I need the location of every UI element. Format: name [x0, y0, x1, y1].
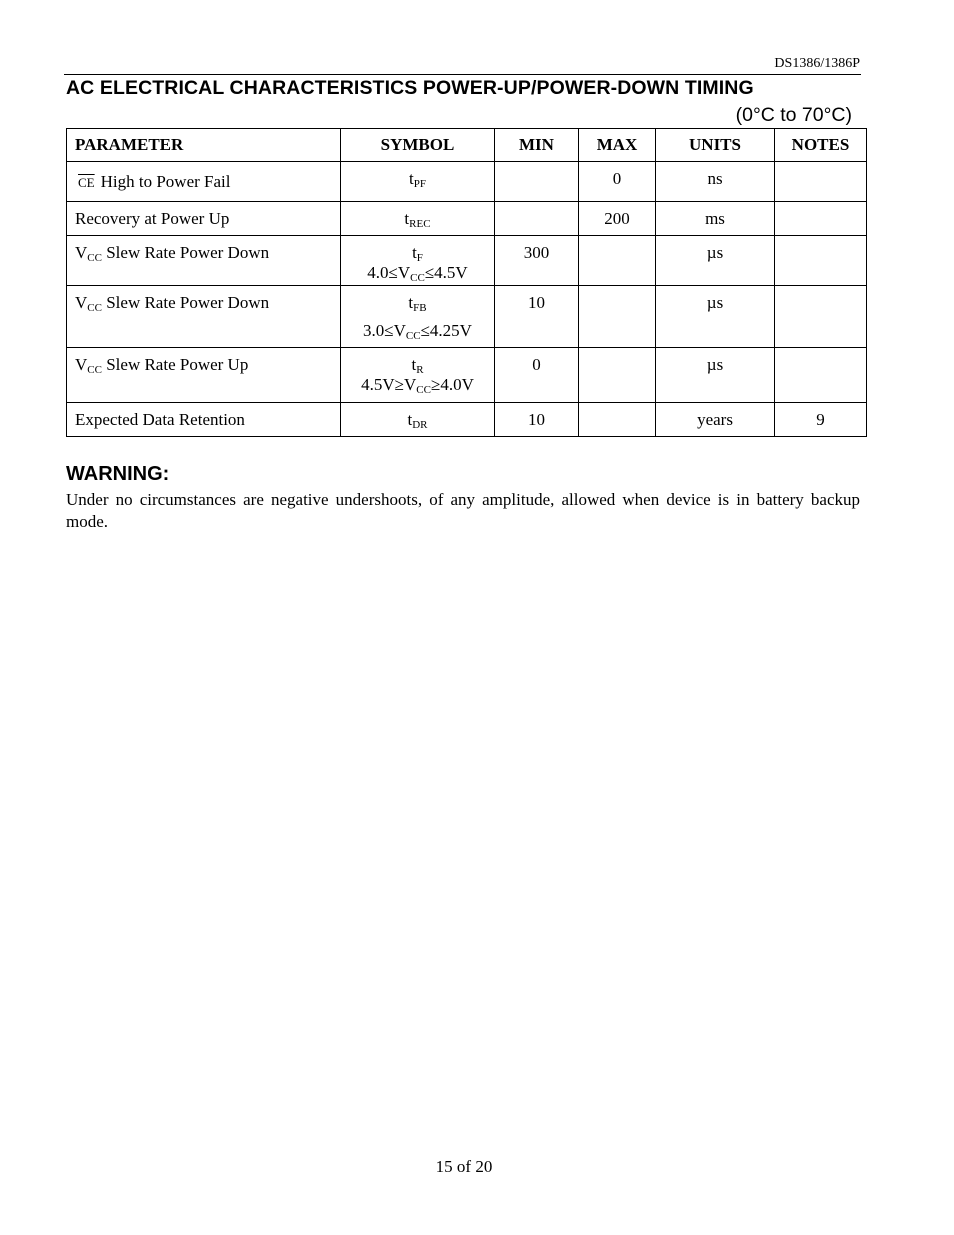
min-cell — [495, 162, 579, 202]
max-cell — [579, 403, 656, 437]
header-rule — [64, 74, 861, 75]
min-cell: 10 — [495, 286, 579, 348]
temperature-range: (0°C to 70°C) — [735, 104, 852, 126]
max-cell — [579, 348, 656, 403]
parameter-cell: $V_{CC}$ Slew Rate Power Down — [67, 236, 341, 286]
units-cell: µs — [656, 236, 775, 286]
table-row — [67, 202, 867, 236]
min-cell — [495, 202, 579, 236]
symbol-cell: $t_{DR}$ — [341, 403, 495, 437]
table-row — [67, 162, 867, 202]
parameter-cell: $V_{CC}$ Slew Rate Power Up — [67, 348, 341, 403]
header-parameter: PARAMETER — [67, 129, 341, 162]
notes-cell — [775, 236, 867, 286]
units-cell: ms — [656, 202, 775, 236]
min-cell: 10 — [495, 403, 579, 437]
units-cell: years — [656, 403, 775, 437]
parameter-cell: $V_{CC}$ Slew Rate Power Down — [67, 286, 341, 348]
section-title: AC ELECTRICAL CHARACTERISTICS POWER-UP/POWER-DOWN TIMING — [66, 77, 754, 99]
ce-signal: $\overline{CE}$ — [78, 175, 95, 190]
header-max: MAX — [579, 129, 656, 162]
max-cell — [579, 236, 656, 286]
symbol-cell: $t_{PF}$ — [341, 162, 495, 202]
max-cell — [579, 286, 656, 348]
symbol-cell: $t_{REC}$ — [341, 202, 495, 236]
symbol-cell: $t_R$ $4.5V\ge V_{CC}\ge 4.0V$ — [341, 348, 495, 403]
parameter-text: High to Power Fail — [100, 172, 231, 191]
parameter-cell: Recovery at Power Up — [67, 202, 341, 236]
table-row — [67, 286, 867, 348]
units-cell: µs — [656, 286, 775, 348]
condition: $4.0\le V_{CC}\le 4.5V$ — [367, 263, 468, 284]
warning-title: WARNING: — [66, 463, 170, 485]
header-units: UNITS — [656, 129, 775, 162]
header-symbol: SYMBOL — [341, 129, 495, 162]
symbol-cell: $t_F$ $4.0\le V_{CC}\le 4.5V$ — [341, 236, 495, 286]
max-cell: 200 — [579, 202, 656, 236]
units-cell: µs — [656, 348, 775, 403]
condition: $3.0\le V_{CC}\le 4.25V$ — [363, 321, 472, 342]
table-row — [67, 403, 867, 437]
parameter-cell: Expected Data Retention — [67, 403, 341, 437]
notes-cell: 9 — [775, 403, 867, 437]
notes-cell — [775, 162, 867, 202]
notes-cell — [775, 286, 867, 348]
symbol-cell: $t_{FB}$ $3.0\le V_{CC}\le 4.25V$ — [341, 286, 495, 348]
header-notes: NOTES — [775, 129, 867, 162]
condition: $4.5V\ge V_{CC}\ge 4.0V$ — [361, 375, 474, 396]
header-min: MIN — [495, 129, 579, 162]
min-cell: 300 — [495, 236, 579, 286]
page-number: 15 of 20 — [435, 1157, 493, 1176]
timing-table — [66, 128, 867, 437]
table-row — [67, 348, 867, 403]
document-id: DS1386/1386P — [774, 56, 860, 71]
notes-cell — [775, 348, 867, 403]
table-header-row — [67, 129, 867, 162]
units-cell: ns — [656, 162, 775, 202]
min-cell: 0 — [495, 348, 579, 403]
warning-text: Under no circumstances are negative undershoots, of any amplitude, allowed when device is in battery backup mode. — [66, 490, 860, 531]
notes-cell — [775, 202, 867, 236]
parameter-cell — [67, 162, 341, 202]
table-row — [67, 236, 867, 286]
max-cell: 0 — [579, 162, 656, 202]
